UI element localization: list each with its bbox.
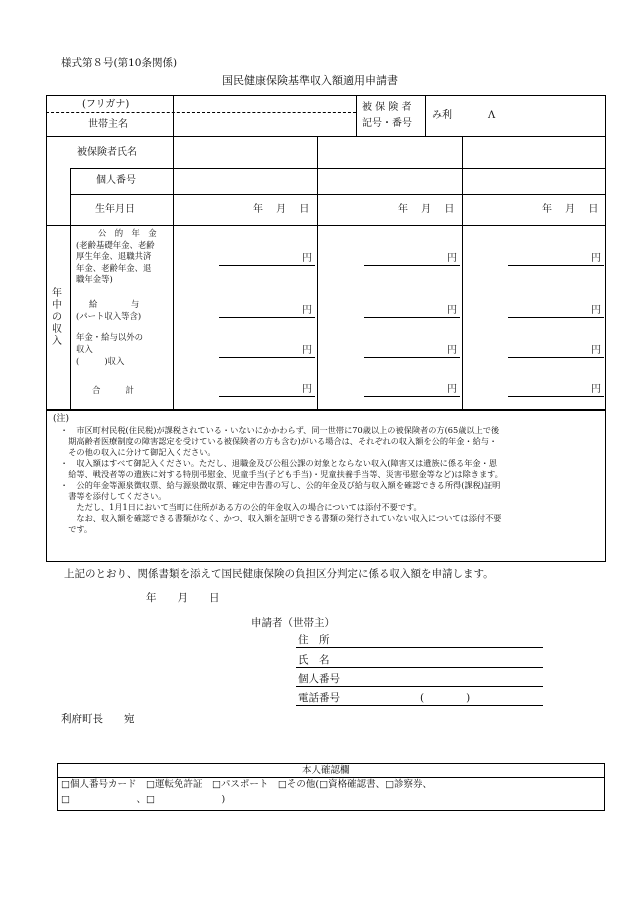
yen-other-2: 円 [447,345,457,356]
other-income-label-3: ( )収入 [76,356,125,366]
insured-number-suffix: Λ [488,110,496,121]
declaration-text: 上記のとおり、関係書類を添えて国民健康保険の負担区分判定に係る収入額を申請します。 [64,568,494,580]
form-title: 国民健康保険基準収入額適用申請書 [222,74,398,87]
applicant-personal-number-label: 個人番号 [298,673,340,685]
birth-date-label: 生年月日 [95,204,135,215]
yen-salary-2: 円 [447,305,457,316]
note-line: です。 [60,524,93,534]
name-label: 氏 名 [298,654,330,666]
note-line: 期高齢者医療制度の障害認定を受けている被保険者の方も含む)がいる場合は、それぞれの収入額を公的年金・給与・ [60,436,498,446]
name-field[interactable] [296,667,543,668]
applicant-label: 申請者（世帯主） [251,617,335,629]
id-check-title: 本人確認欄 [302,765,350,776]
address-field[interactable] [296,647,543,648]
yen-other-3: 円 [591,345,601,356]
id-check-options[interactable]: □個人番号カード □運転免許証 □パスポート □その他(□資格確認書、□診察券、 [61,779,433,790]
yen-other-1: 円 [302,345,312,356]
other-income-label-2: 収入 [76,344,93,354]
address-label: 住 所 [298,634,330,646]
notes-list [60,425,503,535]
salary-desc: (パート収入等含) [76,311,142,321]
insured-number-value: み利 [432,110,452,121]
total-label: 合 計 [92,385,134,395]
other-income-label: 年金・給与以外の [76,332,143,342]
pension-label: 公 的 年 金 [98,228,157,238]
pension-desc-4: 職年金等) [76,274,113,284]
furigana-label: (フリガナ) [82,99,130,110]
note-line: ・ 公的年金等源泉徴収票、給与源泉徴収票、確定申告書の写し、公的年金及び給与収入額を確認できる所得(課税)証明 [60,480,501,490]
phone-label: 電話番号 [298,692,340,704]
insured-name-label: 被保険者氏名 [77,147,137,158]
pension-desc-1: (老齢基礎年金、老齢 [76,240,155,250]
yen-pension-1: 円 [302,253,312,264]
note-line: ・ 収入額はすべて御記入ください。ただし、退職金及び公租公課の対象とならない収入(障害又は遺族に係る年金・恩 [60,458,497,468]
yen-salary-3: 円 [591,305,601,316]
notes-heading: (注) [53,414,70,424]
note-line: ただし、1月1日において当町に住所がある方の公的年金収入の場合については添付不要です。 [60,502,422,512]
yen-pension-3: 円 [591,253,601,264]
phone-paren: ( ) [420,692,471,704]
note-line: 書等を添付してください。 [60,491,167,501]
application-date: 年 月 日 [146,592,220,604]
note-line: 給等、戦没者等の遺族に対する特別弔慰金、児童手当(子ども手当)・児童扶養手当等、災害弔慰金等など)は除きます。 [60,469,503,479]
phone-field[interactable] [296,705,543,706]
annual-income-label: 年中の収入 [52,288,62,347]
id-check-other[interactable]: □ 、□ ) [61,794,226,805]
note-line: なお、収入額を確認できる書類がなく、かつ、収入額を証明できる書類の発行されていない収入については添付不要 [60,513,502,523]
birth-date-3: 年 月 日 [542,204,599,215]
insured-number-label-2: 記号・番号 [362,118,412,129]
form-number: 様式第８号(第10条関係) [61,57,178,69]
personal-number-field[interactable] [296,686,543,687]
pension-desc-3: 年金、老齢年金、退 [76,263,152,273]
addressee: 利府町長 宛 [61,713,135,725]
yen-total-3: 円 [591,384,601,395]
note-line: ・ 市区町村民税(住民税)が課税されている・いないにかかわらず、同一世帯に70歳以上の被保険者の方(65歳以上で後 [60,425,500,435]
yen-total-2: 円 [447,384,457,395]
pension-desc-2: 厚生年金、退職共済 [76,251,152,261]
yen-salary-1: 円 [302,305,312,316]
yen-total-1: 円 [302,384,312,395]
insured-number-label: 被 保 険 者 [362,102,412,113]
birth-date-2: 年 月 日 [398,204,455,215]
note-line: その他の収入に分けて御記入ください。 [60,447,216,457]
yen-pension-2: 円 [447,253,457,264]
birth-date-1: 年 月 日 [253,204,310,215]
householder-label: 世帯主名 [88,119,128,130]
personal-number-label: 個人番号 [96,175,136,186]
salary-label: 給 与 [89,299,140,309]
